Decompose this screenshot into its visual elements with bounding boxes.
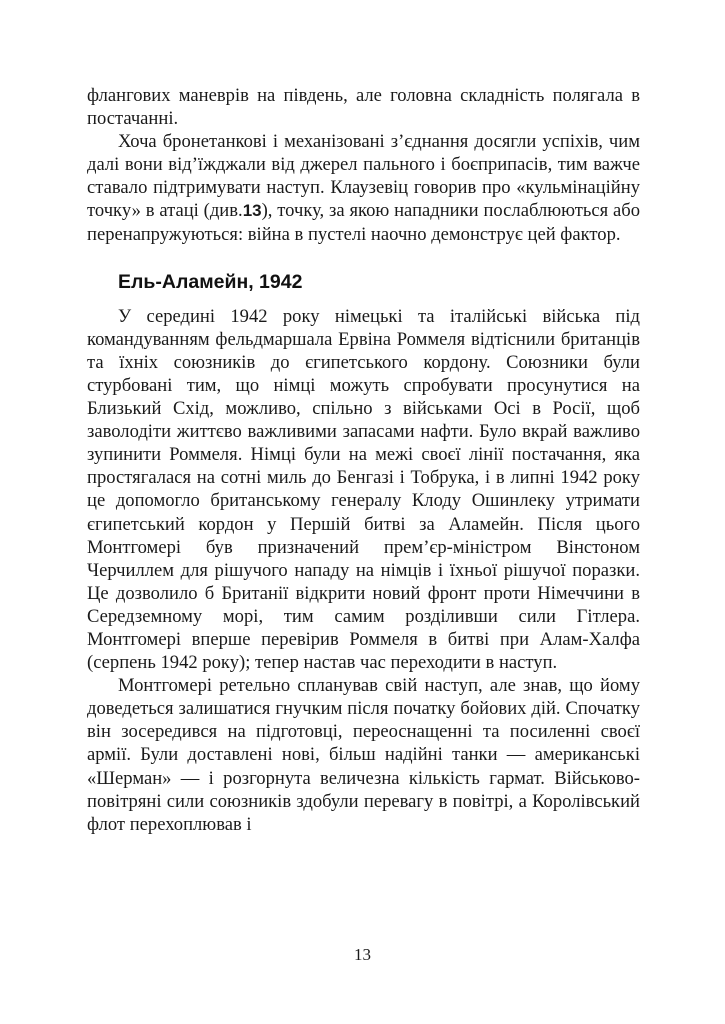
paragraph-text: Хоча бронетанкові і механізовані з’єднання досягли успіхів, чим далі вони від’їжджали від джерел пального і боєприпасів, тим важче ставало підтримувати наступ. Клаузевіц говорив про «кульмінаційну точку» в атаці (див.: [87, 131, 640, 222]
paragraph-text: ), точку, за якою нападники послаблюються або перенапружуються: війна в пустелі наочно демонструє цей фактор.: [87, 200, 641, 245]
page-number: 13: [354, 945, 371, 964]
paragraph-continuation: флангових маневрів на південь, але головна складність полягала в постачанні.: [87, 85, 640, 130]
paragraph-culmination-point: [87, 130, 640, 245]
paragraph-montgomery-plan: Монтгомері ретельно спланував свій наступ, але знав, що йому доведеться залишатися гнучким після початку бойових дій. Спочатку він зосередився на підготовці, переоснащенні та посиленні своєї армії. Були доставлені нові, більш надійні танки — американські «Шерман» — і розгорнута величезна кількість гармат. Військово-повітряні сили союзників здобули перевагу в повітрі, а Королівський флот перехоплював і: [87, 675, 640, 835]
page-body: [87, 84, 640, 836]
chapter-reference: 13: [242, 201, 262, 221]
section-heading: Ель-Аламейн, 1942: [118, 270, 303, 293]
paragraph-el-alamein-context: У середині 1942 року німецькі та італійські війська під командуванням фельдмаршала Ервіна Роммеля відтіснили британців та їхніх союзників до єгипетського кордону. Союзники були стурбовані тим, що німці можуть спробувати просунутися на Близький Схід, можливо, спільно з військами Осі в Росії, щоб заволодіти життєво важливими запасами нафти. Було вкрай важливо зупинити Роммеля. Німці були на межі своєї лінії постачання, яка простягалася на сотні миль до Бенгазі і Тобрука, і в липні 1942 року це допомогло британському генералу Клоду Ошинлеку утримати єгипетський кордон у Першій битві за Аламейн. Після цього Монтгомері був призначений прем’єр-міністром Вінстоном Черчиллем для рішучого нападу на німців і їхньої рішучої поразки. Це дозволило б Британії відкрити новий фронт проти Німеччини в Середземному морі, тим самим розділивши сили Гітлера. Монтгомері вперше перевірив Роммеля в битві при Алам-Халфа (серпень 1942 року); тепер настав час переходити в наступ.: [87, 305, 640, 674]
